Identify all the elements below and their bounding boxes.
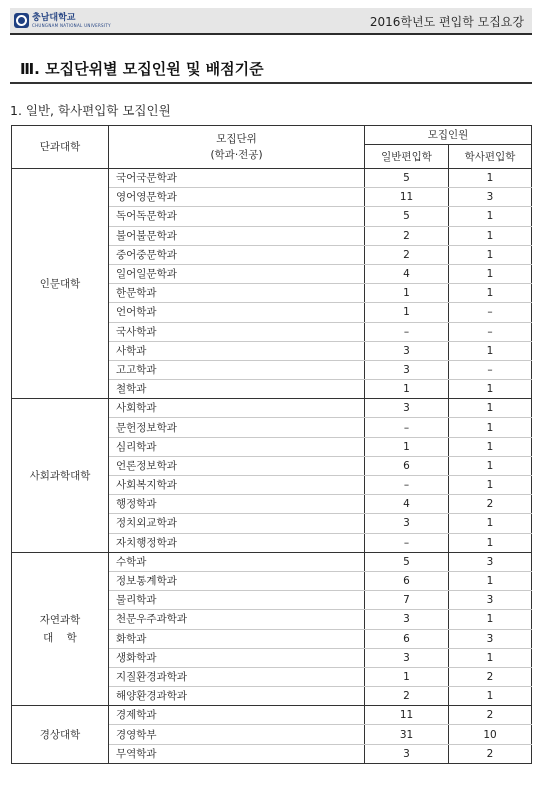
quota-table bbox=[11, 125, 532, 764]
header-bachelor: 학사편입학 bbox=[449, 145, 532, 169]
bachelor-quota-cell: 1 bbox=[449, 245, 532, 264]
table-row bbox=[12, 706, 532, 725]
bachelor-quota-cell: 1 bbox=[449, 514, 532, 533]
general-quota-cell: 4 bbox=[365, 495, 449, 514]
bachelor-quota-cell: 1 bbox=[449, 610, 532, 629]
general-quota-cell: 5 bbox=[365, 552, 449, 571]
table-body bbox=[12, 169, 532, 764]
bachelor-quota-cell: 1 bbox=[449, 226, 532, 245]
general-quota-cell: 7 bbox=[365, 591, 449, 610]
bachelor-quota-cell: 1 bbox=[449, 687, 532, 706]
bachelor-quota-cell: 1 bbox=[449, 418, 532, 437]
general-quota-cell: – bbox=[365, 533, 449, 552]
dept-cell: 심리학과 bbox=[109, 437, 365, 456]
bachelor-quota-cell: 3 bbox=[449, 629, 532, 648]
dept-cell: 해양환경과학과 bbox=[109, 687, 365, 706]
college-name: 경상대학 bbox=[39, 728, 81, 741]
general-quota-cell: 3 bbox=[365, 610, 449, 629]
logo-subtext: CHUNGNAM NATIONAL UNIVERSITY bbox=[32, 22, 111, 28]
college-name: 인문대학 bbox=[39, 277, 81, 290]
general-quota-cell: 1 bbox=[365, 284, 449, 303]
dept-cell: 행정학과 bbox=[109, 495, 365, 514]
general-quota-cell: 6 bbox=[365, 571, 449, 590]
general-quota-cell: – bbox=[365, 418, 449, 437]
dept-cell: 영어영문학과 bbox=[109, 188, 365, 207]
header-unit bbox=[109, 126, 365, 169]
general-quota-cell: 3 bbox=[365, 744, 449, 763]
bachelor-quota-cell: 1 bbox=[449, 456, 532, 475]
bachelor-quota-cell: 1 bbox=[449, 476, 532, 495]
bachelor-quota-cell: 2 bbox=[449, 706, 532, 725]
dept-cell: 고고학과 bbox=[109, 360, 365, 379]
bachelor-quota-cell: 10 bbox=[449, 725, 532, 744]
general-quota-cell: 4 bbox=[365, 264, 449, 283]
bachelor-quota-cell: 1 bbox=[449, 648, 532, 667]
dept-cell: 수학과 bbox=[109, 552, 365, 571]
general-quota-cell: 3 bbox=[365, 648, 449, 667]
dept-cell: 국사학과 bbox=[109, 322, 365, 341]
general-quota-cell: 11 bbox=[365, 188, 449, 207]
bachelor-quota-cell: 1 bbox=[449, 284, 532, 303]
table-row bbox=[12, 399, 532, 418]
college-cell bbox=[12, 552, 109, 706]
logo-emblem-icon bbox=[14, 13, 29, 28]
general-quota-cell: 2 bbox=[365, 687, 449, 706]
dept-cell: 문헌정보학과 bbox=[109, 418, 365, 437]
bachelor-quota-cell: 1 bbox=[449, 399, 532, 418]
bachelor-quota-cell: 1 bbox=[449, 437, 532, 456]
dept-cell: 정보통계학과 bbox=[109, 571, 365, 590]
general-quota-cell: 3 bbox=[365, 341, 449, 360]
bachelor-quota-cell: – bbox=[449, 360, 532, 379]
section-title: Ⅲ. 모집단위별 모집인원 및 배점기준 bbox=[20, 60, 264, 78]
general-quota-cell: 1 bbox=[365, 380, 449, 399]
header-college: 단과대학 bbox=[12, 126, 109, 169]
general-quota-cell: 6 bbox=[365, 456, 449, 475]
general-quota-cell: 5 bbox=[365, 169, 449, 188]
general-quota-cell: 3 bbox=[365, 360, 449, 379]
bachelor-quota-cell: 1 bbox=[449, 207, 532, 226]
bachelor-quota-cell: 3 bbox=[449, 188, 532, 207]
bachelor-quota-cell: 1 bbox=[449, 264, 532, 283]
general-quota-cell: 1 bbox=[365, 437, 449, 456]
document-title: 2016학년도 편입학 모집요강 bbox=[369, 15, 524, 29]
bachelor-quota-cell: 1 bbox=[449, 341, 532, 360]
dept-cell: 일어일문학과 bbox=[109, 264, 365, 283]
dept-cell: 국어국문학과 bbox=[109, 169, 365, 188]
bachelor-quota-cell: 3 bbox=[449, 591, 532, 610]
college-name: 사회과학대학 bbox=[29, 469, 91, 482]
bachelor-quota-cell: 2 bbox=[449, 744, 532, 763]
page-header bbox=[10, 8, 532, 35]
general-quota-cell: 3 bbox=[365, 399, 449, 418]
general-quota-cell: 1 bbox=[365, 303, 449, 322]
dept-cell: 경제학과 bbox=[109, 706, 365, 725]
college-cell bbox=[12, 399, 109, 553]
general-quota-cell: 2 bbox=[365, 245, 449, 264]
bachelor-quota-cell: 3 bbox=[449, 552, 532, 571]
bachelor-quota-cell: 1 bbox=[449, 380, 532, 399]
general-quota-cell: 1 bbox=[365, 667, 449, 686]
dept-cell: 독어독문학과 bbox=[109, 207, 365, 226]
general-quota-cell: 6 bbox=[365, 629, 449, 648]
bachelor-quota-cell: 1 bbox=[449, 533, 532, 552]
table-row bbox=[12, 552, 532, 571]
logo-text: 충남대학교 bbox=[32, 12, 76, 23]
general-quota-cell: – bbox=[365, 476, 449, 495]
header-unit-label: 모집단위 bbox=[216, 133, 257, 145]
general-quota-cell: 3 bbox=[365, 514, 449, 533]
dept-cell: 자치행정학과 bbox=[109, 533, 365, 552]
dept-cell: 경영학부 bbox=[109, 725, 365, 744]
general-quota-cell: 2 bbox=[365, 226, 449, 245]
general-quota-cell: – bbox=[365, 322, 449, 341]
dept-cell: 사회복지학과 bbox=[109, 476, 365, 495]
college-name-line2: 대 학 bbox=[43, 632, 77, 644]
header-quota: 모집인원 bbox=[365, 126, 532, 145]
section-divider bbox=[10, 82, 532, 84]
header-general: 일반편입학 bbox=[365, 145, 449, 169]
dept-cell: 불어불문학과 bbox=[109, 226, 365, 245]
dept-cell: 철학과 bbox=[109, 380, 365, 399]
bachelor-quota-cell: 1 bbox=[449, 571, 532, 590]
university-logo bbox=[14, 12, 111, 29]
header-unit-sublabel: (학과·전공) bbox=[210, 149, 263, 161]
college-name: 자연과학 bbox=[39, 614, 81, 626]
bachelor-quota-cell: – bbox=[449, 322, 532, 341]
dept-cell: 물리학과 bbox=[109, 591, 365, 610]
dept-cell: 화학과 bbox=[109, 629, 365, 648]
dept-cell: 무역학과 bbox=[109, 744, 365, 763]
dept-cell: 정치외교학과 bbox=[109, 514, 365, 533]
bachelor-quota-cell: 2 bbox=[449, 495, 532, 514]
dept-cell: 지질환경과학과 bbox=[109, 667, 365, 686]
dept-cell: 사학과 bbox=[109, 341, 365, 360]
college-cell bbox=[12, 169, 109, 399]
bachelor-quota-cell: 2 bbox=[449, 667, 532, 686]
dept-cell: 언어학과 bbox=[109, 303, 365, 322]
table-row bbox=[12, 169, 532, 188]
bachelor-quota-cell: – bbox=[449, 303, 532, 322]
bachelor-quota-cell: 1 bbox=[449, 169, 532, 188]
subsection-title: 1. 일반, 학사편입학 모집인원 bbox=[10, 103, 171, 118]
college-cell bbox=[12, 706, 109, 764]
dept-cell: 사회학과 bbox=[109, 399, 365, 418]
dept-cell: 생화학과 bbox=[109, 648, 365, 667]
dept-cell: 중어중문학과 bbox=[109, 245, 365, 264]
general-quota-cell: 5 bbox=[365, 207, 449, 226]
dept-cell: 언론정보학과 bbox=[109, 456, 365, 475]
dept-cell: 천문우주과학과 bbox=[109, 610, 365, 629]
dept-cell: 한문학과 bbox=[109, 284, 365, 303]
general-quota-cell: 11 bbox=[365, 706, 449, 725]
general-quota-cell: 31 bbox=[365, 725, 449, 744]
